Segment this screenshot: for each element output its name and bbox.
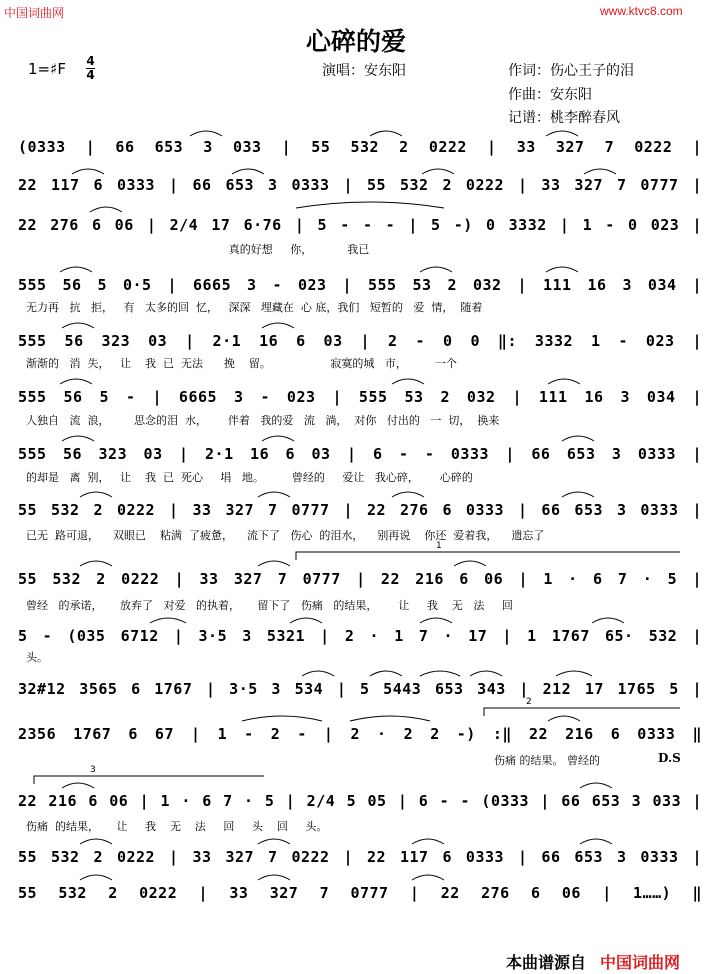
lyrics-row-10: 头。 [26, 651, 48, 664]
score-row-1: (0333 | 66 653 3 033 | 55 532 2 0222 | 33 327 7 0222 | [18, 138, 702, 156]
slur [420, 267, 452, 272]
lyrics-row-7: 的却是 离 别， 让 我 已 死心 埍 地。 曾经的 爱让 我心碎， 心碎的 [26, 471, 473, 484]
slur [258, 839, 290, 844]
score-row-8: 55 532 2 0222 | 33 327 7 0777 | 22 276 6 0333 | 66 653 3 0333 | [18, 501, 702, 519]
tie [296, 202, 444, 208]
song-title: 心碎的爱 [305, 27, 406, 56]
time-sig-top: 4 [86, 54, 95, 68]
volta-bracket-1 [296, 552, 680, 560]
score-row-15: 55 532 2 0222 | 33 327 7 0777 | 22 276 6 06 | 1……) ‖ [18, 884, 702, 902]
slur [392, 379, 424, 384]
volta-label-1: 1 [436, 541, 442, 551]
slur [258, 492, 290, 497]
lyrics-row-12-tail: 伤痛 的结果。 曾经的 [494, 754, 600, 767]
slur [562, 436, 594, 441]
slur [80, 561, 112, 566]
time-sig-bottom: 4 [86, 68, 95, 82]
slur [562, 492, 594, 497]
singer-credit: 演唱：安东阳 [322, 63, 406, 79]
slur [412, 839, 444, 844]
key-signature: 1=♯F [28, 60, 66, 78]
slur [62, 783, 94, 788]
composer-credit: 作曲：安东阳 [508, 87, 592, 103]
slur [580, 839, 612, 844]
score-row-7: 555 56 323 03 | 2·1 16 6 03 | 6 - - 0333 | 66 653 3 0333 | [18, 445, 702, 463]
slur [80, 875, 112, 880]
lyrics-row-9: 曾经 的承诺， 放弃了 对爱 的执着， 留下了 伤痛 的结果， 让 我 无 法 回 [26, 599, 513, 612]
footer-source-label: 本曲谱源自 [506, 953, 587, 972]
transcriber-credit: 记谱：桃李醉春风 [508, 110, 620, 126]
slur [80, 839, 112, 844]
slur [258, 561, 290, 566]
volta-bracket-2 [484, 708, 680, 716]
score-row-6: 555 56 5 - | 6665 3 - 023 | 555 53 2 032 | 111 16 3 034 | [18, 388, 702, 406]
slur [470, 671, 502, 676]
lyrics-row-6: 人独自 流 浪， 思念的泪 水， 伴着 我的爱 流 淌， 对你 付出的 一 切， 换来 [26, 414, 500, 427]
score-row-5: 555 56 323 03 | 2·1 16 6 03 | 2 - 0 0 ‖: 3332 1 - 023 | [18, 332, 702, 350]
volta-label-2: 2 [526, 697, 532, 707]
lyrics-row-3: 真的好想 你， 我已 [26, 243, 370, 256]
score-row-12: 2356 1767 6 67 | 1 - 2 - | 2 · 2 2 -) :‖ 22 216 6 0333 ‖ [18, 725, 702, 743]
score-row-10: 5 - (035 6712 | 3·5 3 5321 | 2 · 1 7 · 17 | 1 1767 65· 532 | [18, 627, 702, 645]
score-row-2: 22 117 6 0333 | 66 653 3 0333 | 55 532 2 0222 | 33 327 7 0777 | [18, 176, 702, 194]
volta-bracket-3 [34, 776, 264, 784]
watermark-left: 中国词曲网 [4, 6, 65, 20]
slur [60, 379, 92, 384]
slur [262, 436, 294, 441]
ds-mark: D.S [658, 751, 681, 765]
slur [302, 671, 334, 676]
lyrics-row-4: 无力再 抗 拒， 有 太多的回 忆， 深深 埋藏在 心 底，我们 短暂的 爱 情， 随着 [26, 301, 483, 314]
lyrics-row-13: 伤痛 的结果， 让 我 无 法 回 头 回 头。 [26, 820, 328, 833]
slur [556, 671, 592, 676]
slur [454, 561, 486, 566]
slur [592, 618, 624, 623]
slur [580, 783, 612, 788]
score-row-3: 22 276 6 06 | 2/4 17 6·76 | 5 - - - | 5 -) 0 3332 | 1 - 0 023 | [18, 216, 702, 234]
slur [412, 875, 444, 880]
volta-label-3: 3 [90, 765, 96, 775]
slur [262, 323, 294, 328]
slur [62, 323, 94, 328]
score-row-4: 555 56 5 0·5 | 6665 3 - 023 | 555 53 2 032 | 111 16 3 034 | [18, 276, 702, 294]
slur [420, 618, 452, 623]
slur [546, 267, 578, 272]
lyrics-row-8: 已无 路可退， 双眼已 粘满 了疲惫， 流下了 伤心 的泪水， 别再说 你还 爱着我， 遗忘了 [26, 529, 545, 542]
watermark-right: www.ktvc8.com [600, 4, 683, 18]
lyricist-credit: 作词：伤心王子的泪 [508, 63, 634, 79]
score-row-13: 22 216 6 06 | 1 · 6 7 · 5 | 2/4 5 05 | 6 - - (0333 | 66 653 3 033 | [18, 792, 702, 810]
score-row-14: 55 532 2 0222 | 33 327 7 0222 | 22 117 6 0333 | 66 653 3 0333 | [18, 848, 702, 866]
slur [392, 492, 424, 497]
tie [242, 716, 322, 721]
score-row-9: 55 532 2 0222 | 33 327 7 0777 | 22 216 6 06 | 1 · 6 7 · 5 | [18, 570, 702, 588]
slur [290, 618, 322, 623]
slur [258, 875, 290, 880]
slur [548, 716, 580, 721]
slur [370, 671, 402, 676]
footer-source [506, 950, 680, 973]
slur [420, 671, 460, 676]
slur [80, 492, 112, 497]
slur [548, 379, 580, 384]
slur [90, 207, 122, 212]
slur [62, 436, 94, 441]
time-signature [86, 56, 95, 81]
tie [350, 716, 430, 721]
slur [150, 618, 186, 623]
lyrics-row-5: 渐渐的 消 失， 让 我 已 无法 挽 留。 寂寞的城 市， 一个 [26, 357, 457, 370]
score-row-11: 32#12 3565 6 1767 | 3·5 3 534 | 5 5443 653 343 | 212 17 1765 5 | [18, 680, 702, 698]
slur [60, 267, 92, 272]
footer-source-site[interactable]: 中国词曲网 [600, 953, 681, 972]
